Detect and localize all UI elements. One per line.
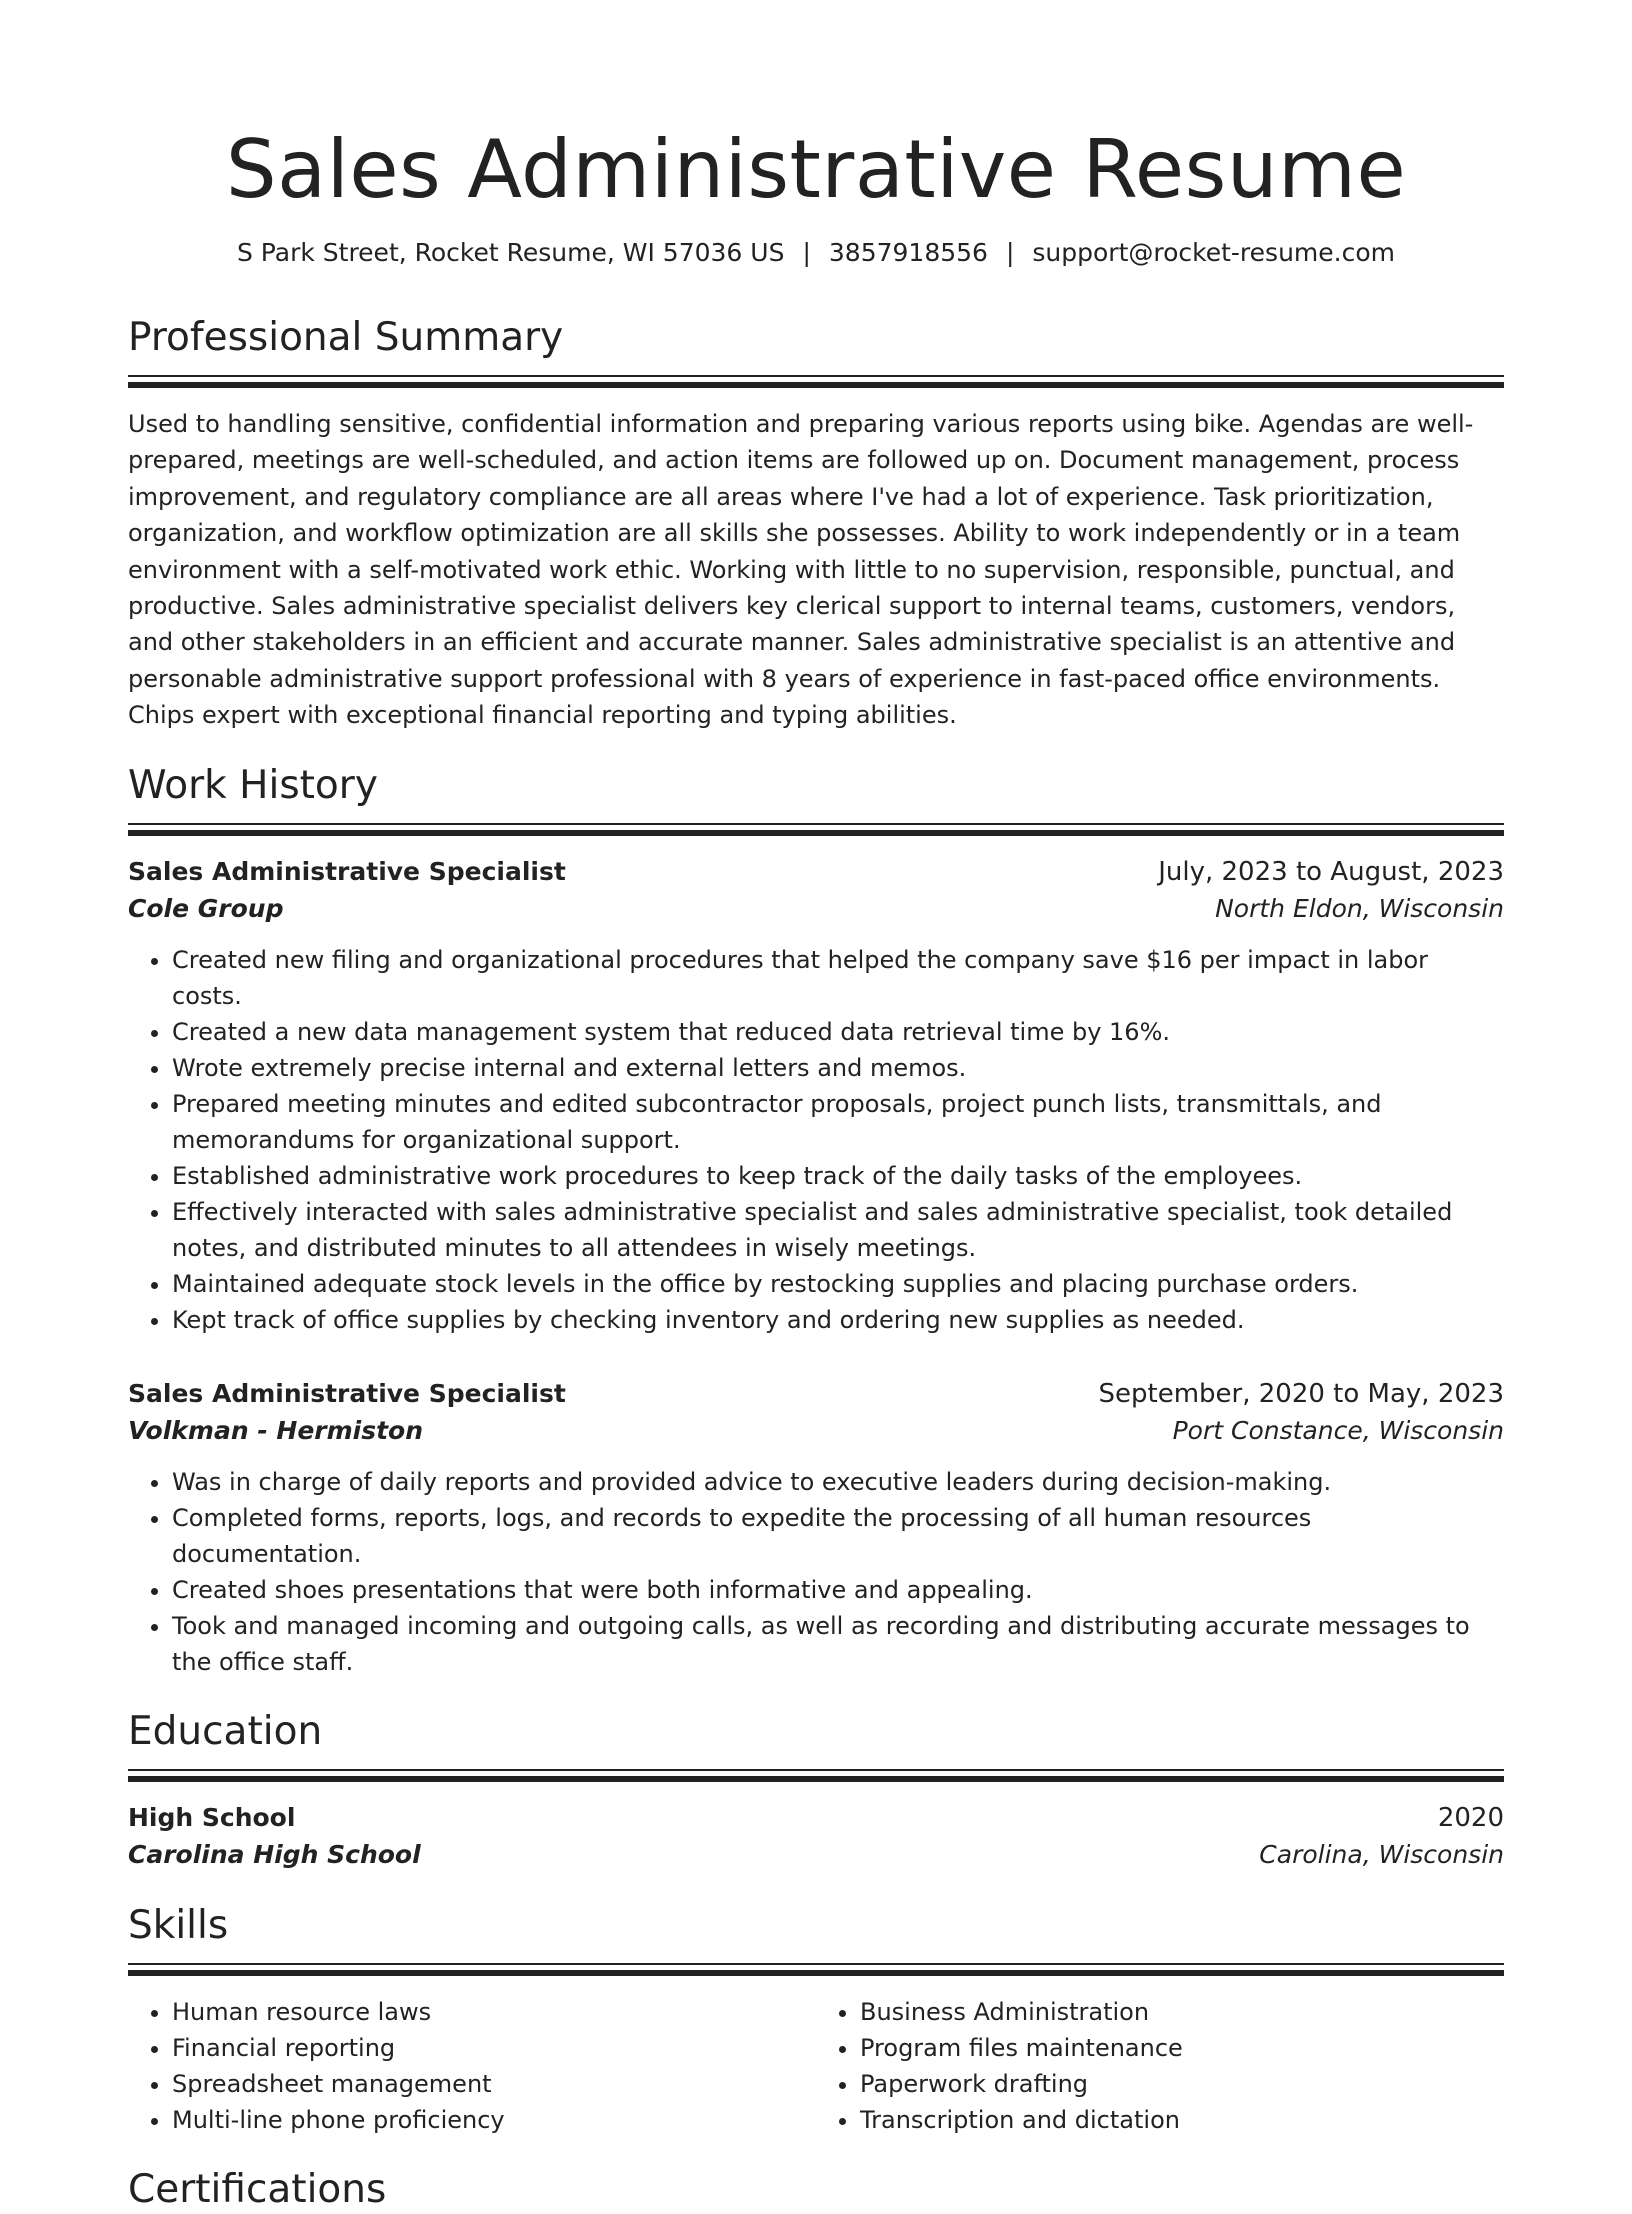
education-school: Carolina High School — [128, 1839, 421, 1869]
section-divider — [128, 823, 1504, 836]
section-divider — [128, 375, 1504, 388]
job-bullets — [128, 1464, 1504, 1680]
education-year: 2020 — [1437, 1802, 1504, 1833]
contact-address: S Park Street, Rocket Resume, WI 57036 US — [236, 238, 785, 267]
job-entry — [128, 1376, 1504, 1680]
list-item: • Business Administration — [860, 1994, 1504, 2030]
summary-heading: Professional Summary — [128, 315, 564, 360]
list-item: • Maintained adequate stock levels in the office by restocking supplies and placing purchase orders. — [172, 1266, 1504, 1302]
list-item: • Financial reporting — [172, 2030, 816, 2066]
education-section — [128, 1708, 1504, 1874]
contact-email: support@rocket-resume.com — [1032, 238, 1395, 267]
contact-phone: 3857918556 — [828, 238, 988, 267]
list-item: • Prepared meeting minutes and edited subcontractor proposals, project punch lists, transmittals, and memorandums for organizational support. — [172, 1086, 1504, 1158]
work-history-heading: Work History — [128, 762, 378, 808]
section-divider — [128, 1769, 1504, 1782]
list-item: • Paperwork drafting — [860, 2066, 1504, 2102]
list-item: • Wrote extremely precise internal and external letters and memos. — [172, 1050, 1504, 1086]
list-item: • Transcription and dictation — [860, 2102, 1504, 2138]
resume-title: Sales Administrative Resume — [225, 123, 1407, 216]
contact-separator: | — [1005, 238, 1015, 267]
job-location: Port Constance, Wisconsin — [1172, 1415, 1504, 1445]
list-item: • Program files maintenance — [860, 2030, 1504, 2066]
job-bullets — [128, 942, 1504, 1338]
list-item: • Kept track of office supplies by checking inventory and ordering new supplies as needed. — [172, 1302, 1504, 1338]
job-dates: September, 2020 to May, 2023 — [1098, 1378, 1504, 1409]
summary-text: Used to handling sensitive, confidential information and preparing various reports using bike. Agendas are well-prepared, meetings are well-scheduled, and action items are followed up on. Document management, process improvement, and regulatory compliance are all areas where I've had a lot of experience. Task prioritization, organization, and workflow optimization are all skills she possesses. Ability to work independently or in a team environment with a self-motivated work ethic. Working with little to no supervision, responsible, punctual, and productive. Sales administrative specialist delivers key clerical support to internal teams, customers, vendors, and other stakeholders in an efficient and accurate manner. Sales administrative specialist is an attentive and personable administrative support professional with 8 years of experience in fast-paced office environments. Chips expert with exceptional financial reporting and typing abilities. — [128, 410, 1474, 730]
list-item: • Human resource laws — [172, 1994, 816, 2030]
list-item: • Created a new data management system that reduced data retrieval time by 16%. — [172, 1014, 1504, 1050]
work-history-section — [128, 762, 1504, 1680]
certifications-section — [128, 2166, 1504, 2214]
list-item: • Established administrative work procedures to keep track of the daily tasks of the employees. — [172, 1158, 1504, 1194]
education-degree: High School — [128, 1802, 296, 1832]
skills-heading: Skills — [128, 1902, 229, 1948]
skills-right-list — [816, 1994, 1504, 2138]
list-item: • Was in charge of daily reports and provided advice to executive leaders during decision-making. — [172, 1464, 1504, 1500]
list-item: • Created shoes presentations that were both informative and appealing. — [172, 1572, 1504, 1608]
list-item: • Effectively interacted with sales administrative specialist and sales administrative specialist, took detailed notes, and distributed minutes to all attendees in wisely meetings. — [172, 1194, 1504, 1266]
job-title: Sales Administrative Specialist — [128, 1378, 566, 1408]
list-item: • Took and managed incoming and outgoing calls, as well as recording and distributing accurate messages to the office staff. — [172, 1608, 1504, 1680]
skills-left-list — [128, 1994, 816, 2138]
summary-section — [128, 314, 1504, 734]
education-location: Carolina, Wisconsin — [1259, 1839, 1504, 1869]
skills-section — [128, 1902, 1504, 2138]
job-entry — [128, 854, 1504, 1338]
job-company: Cole Group — [128, 893, 284, 923]
certifications-heading: Certifications — [128, 2166, 387, 2212]
job-title: Sales Administrative Specialist — [128, 856, 566, 886]
list-item: • Completed forms, reports, logs, and records to expedite the processing of all human resources documentation. — [172, 1500, 1504, 1572]
job-location: North Eldon, Wisconsin — [1215, 893, 1504, 923]
education-entry — [128, 1800, 1504, 1874]
contact-line — [128, 236, 1504, 270]
job-company: Volkman - Hermiston — [128, 1415, 424, 1445]
list-item: • Spreadsheet management — [172, 2066, 816, 2102]
list-item: • Multi-line phone proficiency — [172, 2102, 816, 2138]
list-item: • Created new filing and organizational procedures that helped the company save $16 per impact in labor costs. — [172, 942, 1504, 1014]
contact-separator: | — [802, 238, 811, 267]
education-heading: Education — [128, 1708, 323, 1754]
section-divider — [128, 1963, 1504, 1976]
job-dates: July, 2023 to August, 2023 — [1158, 856, 1504, 887]
skills-columns — [128, 1994, 1504, 2138]
